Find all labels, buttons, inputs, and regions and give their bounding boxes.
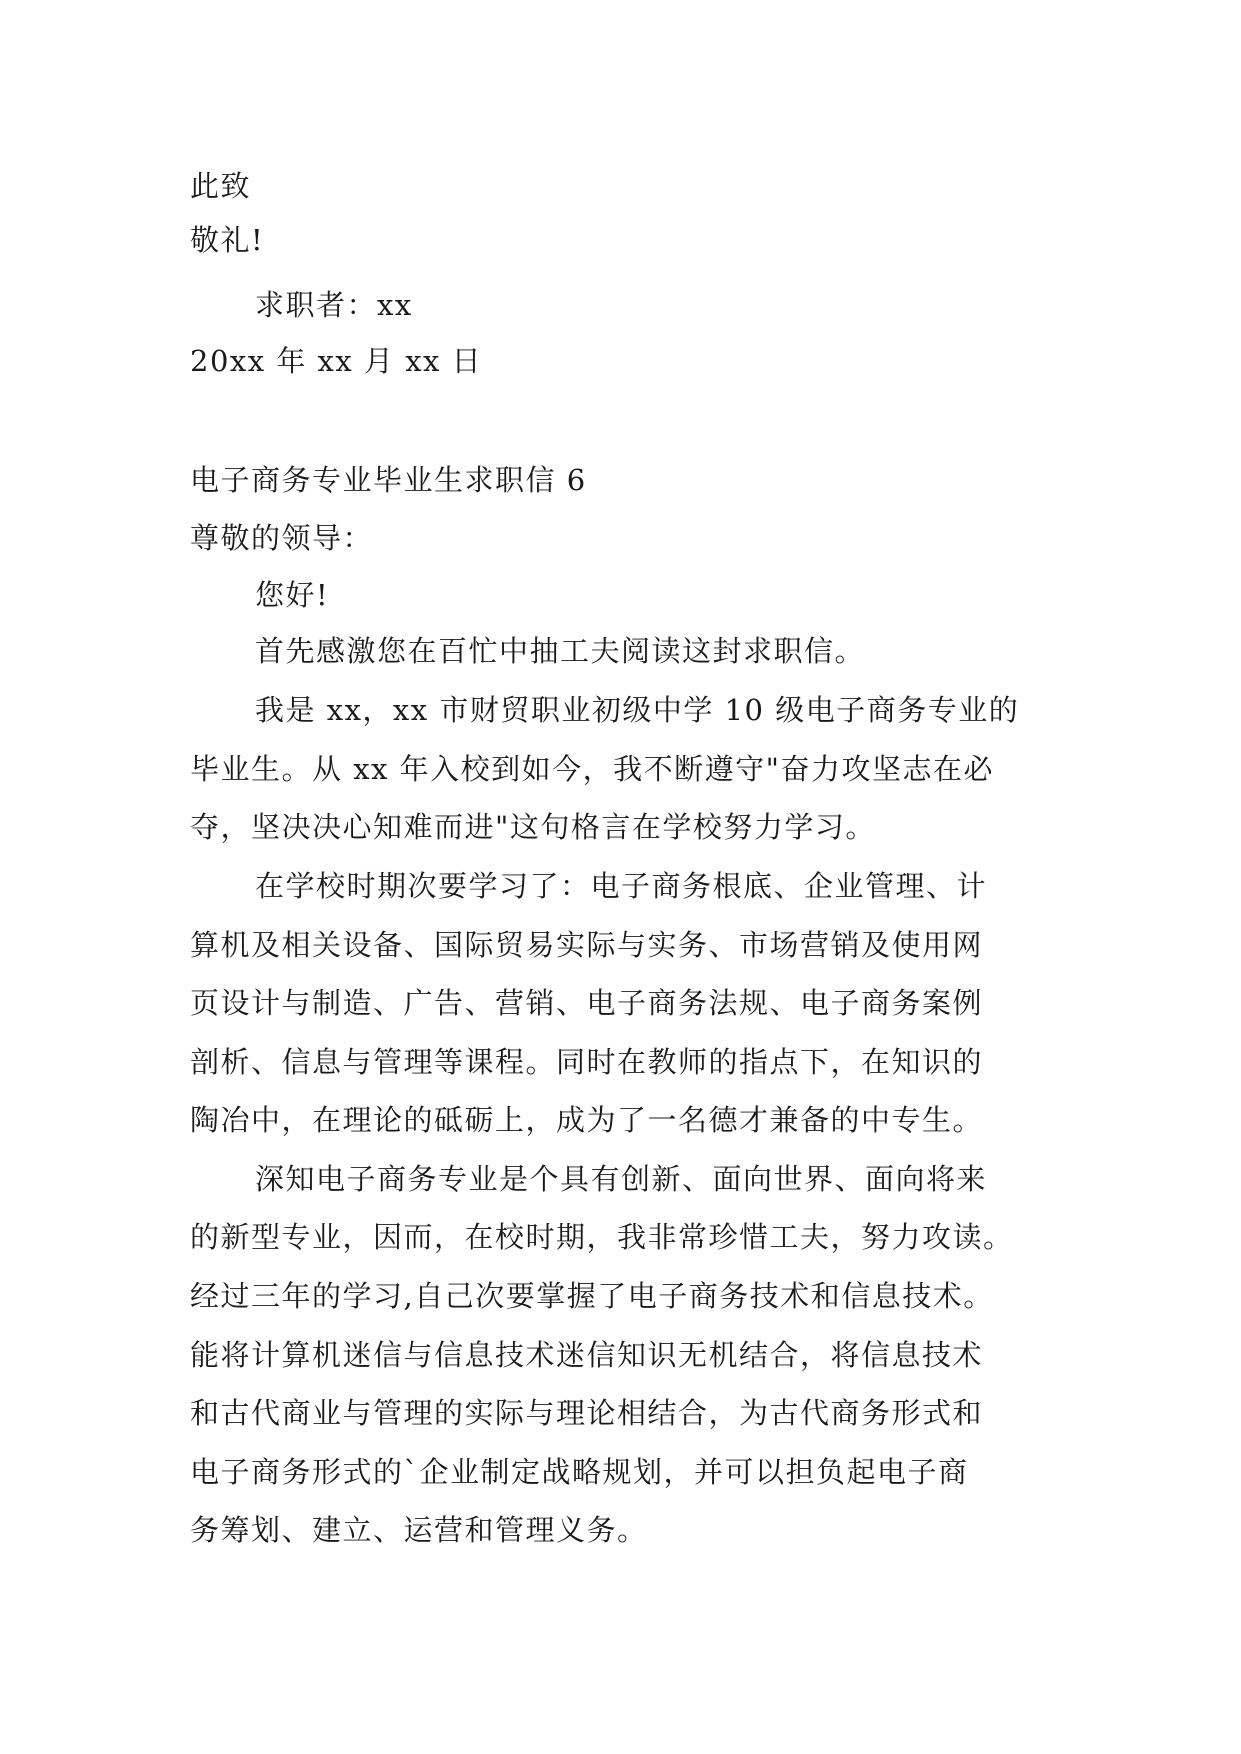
date: 20xx 年 xx 月 xx 日 <box>190 344 483 378</box>
greeting: 尊敬的领导： <box>190 521 374 555</box>
body-line: 深知电子商务专业是个具有创新、面向世界、面向将来 <box>255 1162 988 1196</box>
body-line: 在学校时期次要学习了：电子商务根底、企业管理、计 <box>255 869 988 903</box>
body-line: 的新型专业，因而，在校时期，我非常珍惜工夫，努力攻读。 <box>190 1220 1014 1254</box>
body-line: 能将计算机迷信与信息技术迷信知识无机结合，将信息技术 <box>190 1338 984 1372</box>
body-line: 电子商务形式的`企业制定战略规划，并可以担负起电子商 <box>190 1455 969 1489</box>
body-line: 和古代商业与管理的实际与理论相结合，为古代商务形式和 <box>190 1396 984 1430</box>
body-line: 经过三年的学习,自己次要掌握了电子商务技术和信息技术。 <box>190 1279 994 1313</box>
body-line: 剖析、信息与管理等课程。同时在教师的指点下，在知识的 <box>190 1045 984 1079</box>
body-line: 夺，坚决决心知难而进"这句格言在学校努力学习。 <box>190 810 876 844</box>
body-line: 务筹划、建立、运营和管理义务。 <box>190 1513 648 1547</box>
body-line: 我是 xx，xx 市财贸职业初级中学 10 级电子商务专业的 <box>255 693 1020 727</box>
closing-salutation-2: 敬礼! <box>190 223 265 257</box>
body-line: 首先感激您在百忙中抽工夫阅读这封求职信。 <box>255 634 866 668</box>
body-line: 陶冶中，在理论的砥砺上，成为了一名德才兼备的中专生。 <box>190 1103 984 1137</box>
body-line: 毕业生。从 xx 年入校到如今，我不断遵守"奋力攻坚志在必 <box>190 752 994 786</box>
body-line: 页设计与制造、广告、营销、电子商务法规、电子商务案例 <box>190 986 984 1020</box>
letter-title: 电子商务专业毕业生求职信 6 <box>190 463 587 497</box>
closing-salutation-1: 此致 <box>190 169 252 203</box>
signature: 求职者：xx <box>255 288 413 322</box>
body-line: 算机及相关设备、国际贸易实际与实务、市场营销及使用网 <box>190 928 984 962</box>
hello: 您好! <box>255 578 330 612</box>
